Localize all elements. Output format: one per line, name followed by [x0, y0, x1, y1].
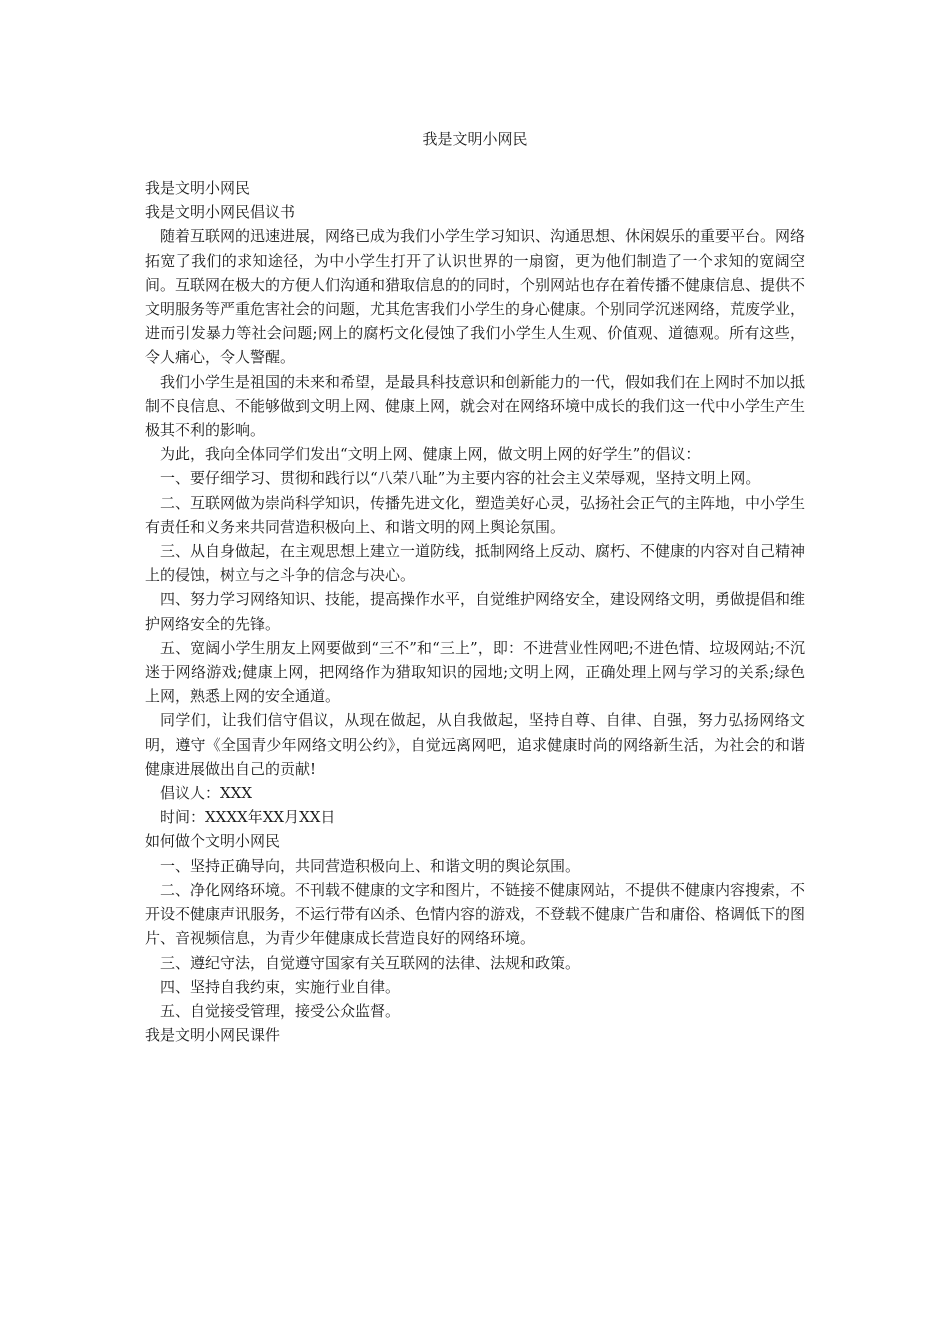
body-paragraph: 为此，我向全体同学们发出“文明上网、健康上网，做文明上网的好学生”的倡议： [160, 445, 701, 464]
signature-line: 倡议人：XXX [160, 784, 253, 803]
list-item: 三、遵纪守法，自觉遵守国家有关互联网的法律、法规和政策。 [160, 953, 581, 972]
list-item: 五、自觉接受管理，接受公众监督。 [160, 1001, 401, 1020]
section-heading: 如何做个文明小网民 [145, 832, 281, 851]
list-item: 三、从自身做起，在主观思想上建立一道防线，抵制网络上反动、腐朽、不健康的内容对自己精神上的侵蚀，树立与之斗争的信念与决心。 [145, 542, 806, 585]
page-title: 我是文明小网民 [422, 130, 528, 148]
list-item: 一、要仔细学习、贯彻和践行以“八荣八耻”为主要内容的社会主义荣辱观，坚持文明上网。 [160, 469, 761, 488]
section-heading: 我是文明小网民 [145, 179, 251, 197]
date-line: 时间：XXXX年XX月XX日 [160, 808, 336, 827]
list-item: 四、坚持自我约束，实施行业自律。 [160, 977, 401, 996]
body-paragraph: 同学们，让我们信守倡议，从现在做起，从自我做起，坚持自尊、自律、自强，努力弘扬网络文明，遵守《全国青少年网络文明公约》，自觉远离网吧，追求健康时尚的网络新生活，为社会的和谐健康进展做出自己的贡献! [145, 711, 805, 778]
section-heading: 我是文明小网民课件 [145, 1026, 281, 1045]
list-item: 五、宽阔小学生朋友上网要做到“三不”和“三上”，即：不进营业性网吧;不进色情、垃圾网站;不沉迷于网络游戏;健康上网，把网络作为猎取知识的园地;文明上网，正确处理上网与学习的关系;绿色上网，熟悉上网的安全通道。 [145, 638, 805, 706]
body-paragraph: 我们小学生是祖国的未来和希望，是最具科技意识和创新能力的一代，假如我们在上网时不加以抵制不良信息、不能够做到文明上网、健康上网，就会对在网络环境中成长的我们这一代中小学生产生极其不利的影响。 [145, 372, 806, 440]
section-heading: 我是文明小网民倡议书 [145, 203, 296, 222]
list-item: 四、努力学习网络知识、技能，提高操作水平，自觉维护网络安全，建设网络文明，勇做提倡和维护网络安全的先锋。 [145, 590, 806, 633]
body-paragraph: 随着互联网的迅速进展，网络已成为我们小学生学习知识、沟通思想、休闲娱乐的重要平台。网络拓宽了我们的求知途径，为中小学生打开了认识世界的一扇窗，更为他们制造了一个求知的宽阔空间。互联网在极大的方便人们沟通和猎取信息的的同时，个别网站也存在着传播不健康信息、提供不文明服务等严重危害社会的问题，尤其危害我们小学生的身心健康。个别同学沉迷网络，荒废学业，进而引发暴力等社会问题;网上的腐朽文化侵蚀了我们小学生人生观、价值观、道德观。所有这些，令人痛心，令人警醒。 [145, 227, 806, 367]
list-item: 二、净化网络环境。不刊载不健康的文字和图片，不链接不健康网站，不提供不健康内容搜索，不开设不健康声讯服务，不运行带有凶杀、色情内容的游戏，不登载不健康广告和庸俗、格调低下的图片、音视频信息，为青少年健康成长营造良好的网络环境。 [145, 880, 806, 948]
list-item: 二、互联网做为崇尚科学知识，传播先进文化，塑造美好心灵，弘扬社会正气的主阵地，中小学生有责任和义务来共同营造积极向上、和谐文明的网上舆论氛围。 [145, 493, 806, 536]
document-body [145, 176, 805, 1047]
list-item: 一、坚持正确导向，共同营造积极向上、和谐文明的舆论氛围。 [160, 856, 581, 875]
